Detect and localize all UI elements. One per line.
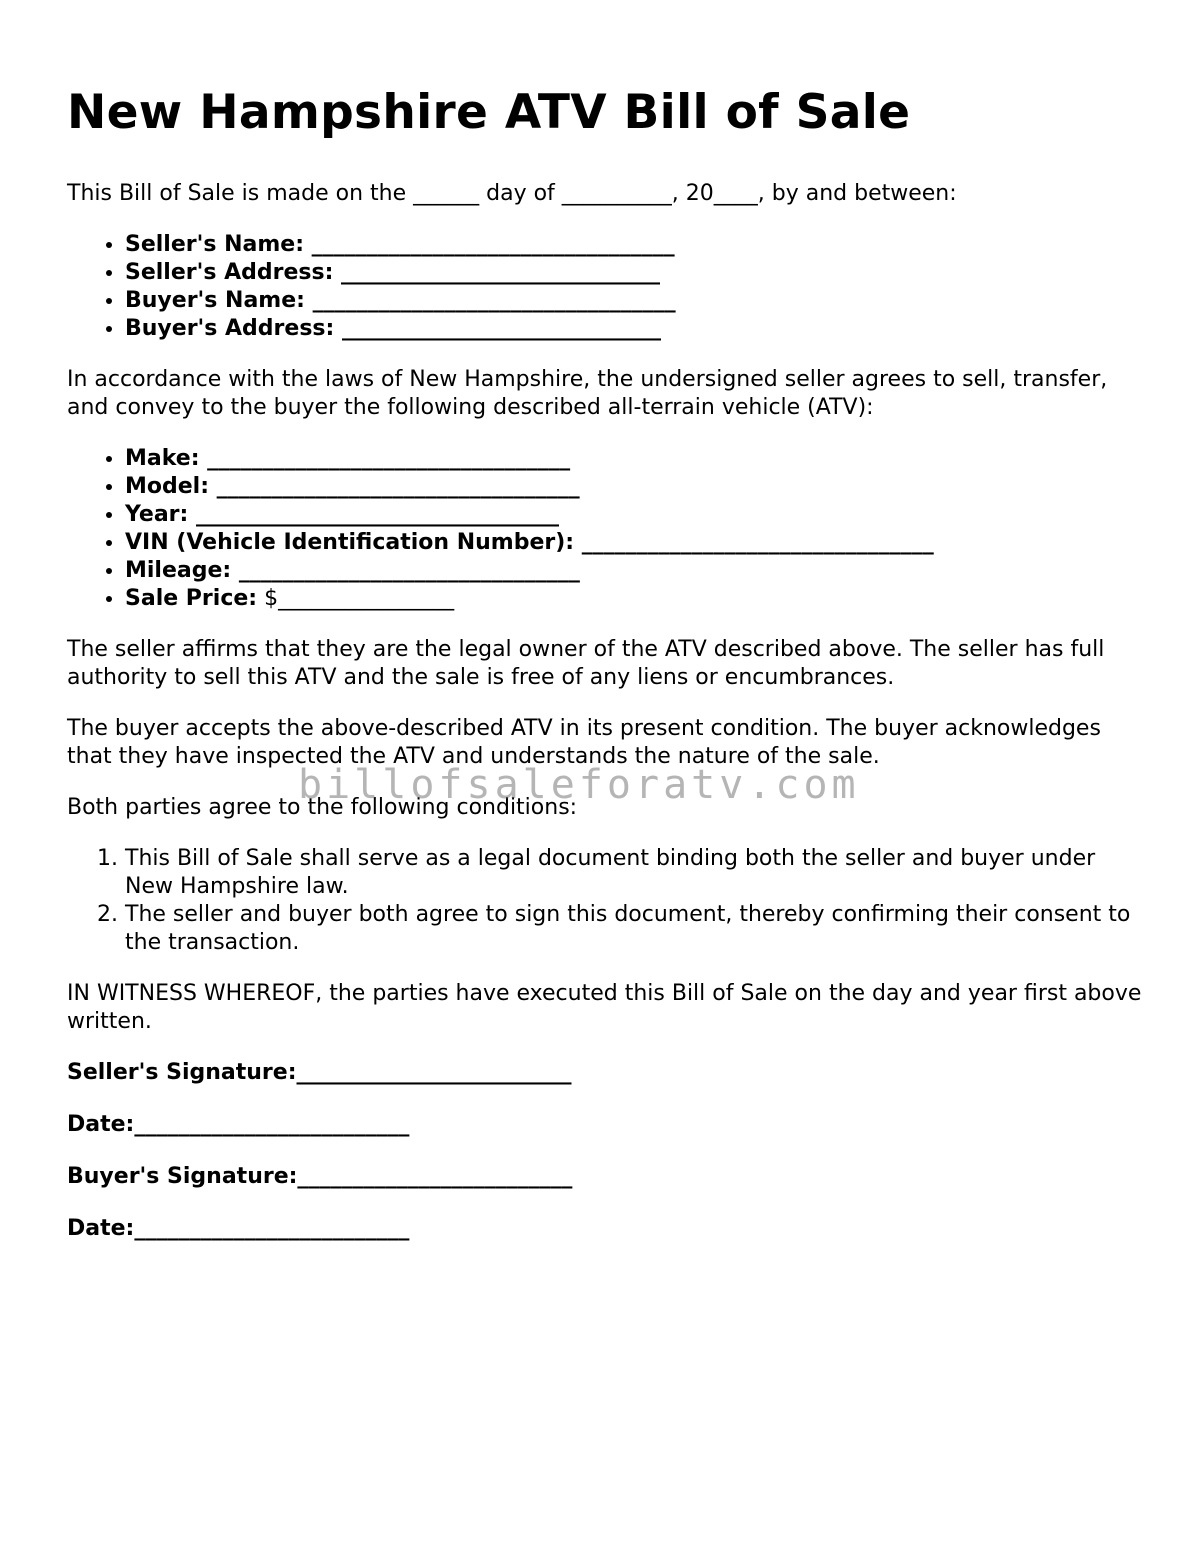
- field-label: Year:: [125, 502, 189, 527]
- field-blank: _________________________________: [199, 446, 571, 471]
- list-item-mileage: [125, 557, 1147, 585]
- seller-date-line: Date:_________________________: [67, 1112, 410, 1137]
- list-item-buyer-name: [125, 287, 1147, 315]
- document-title: New Hampshire ATV Bill of Sale: [67, 85, 911, 140]
- field-label: Seller's Address:: [125, 260, 334, 285]
- intro-paragraph: This Bill of Sale is made on the ______ day of __________, 20____, by and between:: [67, 181, 957, 206]
- affirm-paragraph: The seller affirms that they are the legal owner of the ATV described above. The seller has full authority to sell this ATV and the sale is free of any liens or encumbrances.: [67, 637, 1105, 690]
- field-blank: _________________________________: [209, 474, 580, 499]
- field-blank: $________________: [257, 586, 455, 611]
- field-blank: _____________________________: [334, 316, 661, 341]
- list-item-buyer-address: [125, 315, 1147, 343]
- list-item-vin: [125, 529, 1147, 557]
- field-label: Mileage:: [125, 558, 232, 583]
- list-item-make: [125, 445, 1147, 473]
- field-blank: _____________________________: [333, 260, 661, 285]
- list-item-year: [125, 501, 1147, 529]
- field-label: Buyer's Address:: [125, 316, 335, 341]
- vehicle-list: [67, 445, 1147, 613]
- witness-paragraph: IN WITNESS WHEREOF, the parties have executed this Bill of Sale on the day and year first above written.: [67, 981, 1142, 1034]
- buyer-date-line: Date:_________________________: [67, 1216, 410, 1241]
- conditions-intro: Both parties agree to the following conditions:: [67, 795, 578, 820]
- document-page: [67, 82, 1147, 1267]
- condition-item: 1. This Bill of Sale shall serve as a legal document binding both the seller and buyer under New Hampshire law.: [125, 845, 1147, 901]
- accordance-paragraph: In accordance with the laws of New Hampshire, the undersigned seller agrees to sell, transfer, and convey to the buyer the following described all-terrain vehicle (ATV):: [67, 367, 1108, 420]
- accept-paragraph: The buyer accepts the above-described ATV in its present condition. The buyer acknowledges that they have inspected the ATV and understands the nature of the sale.: [67, 716, 1101, 769]
- list-item-seller-address: [125, 259, 1147, 287]
- field-label: Buyer's Name:: [125, 288, 305, 313]
- field-blank: ________________________________: [574, 530, 934, 555]
- list-item-model: [125, 473, 1147, 501]
- field-label: Sale Price:: [125, 586, 258, 611]
- conditions-list: [67, 845, 1147, 957]
- field-label: Make:: [125, 446, 200, 471]
- list-item-sale-price: [125, 585, 1147, 613]
- field-label: Seller's Name:: [125, 232, 305, 257]
- watermark: billofsaleforatv.com: [298, 762, 860, 808]
- field-label: VIN (Vehicle Identification Number):: [125, 530, 575, 555]
- field-blank: _________________________________: [304, 288, 676, 313]
- seller-signature-line: Seller's Signature:_________________________: [67, 1060, 572, 1085]
- field-blank: _________________________________: [188, 502, 559, 527]
- field-label: Model:: [125, 474, 210, 499]
- condition-item: 2. The seller and buyer both agree to sign this document, thereby confirming their consent to the transaction.: [125, 901, 1147, 957]
- field-blank: _______________________________: [231, 558, 580, 583]
- parties-list: [67, 231, 1147, 343]
- list-item-seller-name: [125, 231, 1147, 259]
- buyer-signature-line: Buyer's Signature:_________________________: [67, 1164, 573, 1189]
- field-blank: _________________________________: [304, 232, 675, 257]
